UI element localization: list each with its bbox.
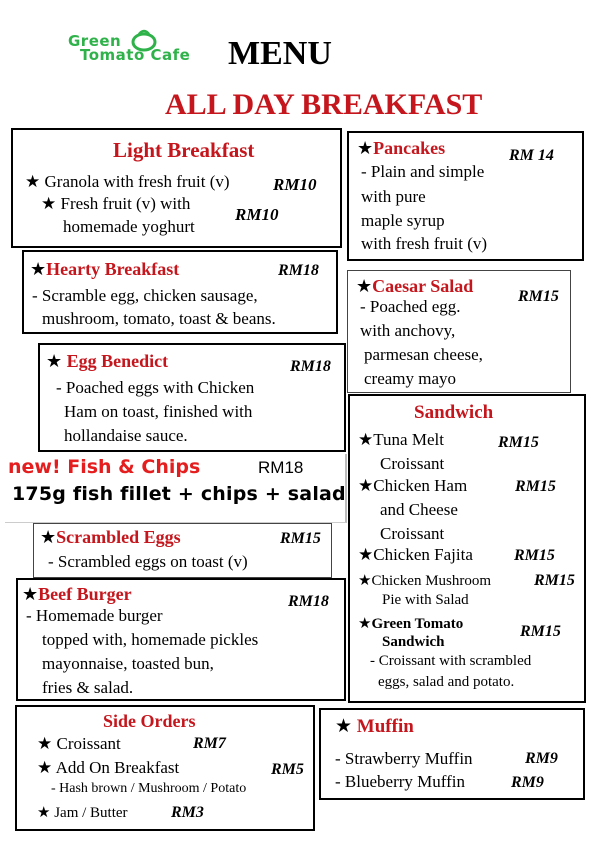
list-item xyxy=(358,545,473,565)
star-icon: ★ xyxy=(358,430,374,450)
fish-chips-title: new! Fish & Chips xyxy=(8,456,201,478)
light-item-1: Granola with fresh fruit (v) xyxy=(44,172,230,191)
scrambled-price: RM15 xyxy=(280,530,321,547)
caesar-title: Caesar Salad xyxy=(372,276,474,296)
list-item xyxy=(37,734,121,754)
egg-benedict-heading xyxy=(46,351,168,372)
list-item xyxy=(41,194,190,214)
ham-price: RM15 xyxy=(515,478,556,495)
pancakes-line-2: with pure xyxy=(361,187,426,206)
green-tomato-line-a: Green Tomato xyxy=(371,616,464,632)
light-price-2: RM10 xyxy=(235,205,279,224)
tuna-price: RM15 xyxy=(498,434,539,451)
page-title: MENU xyxy=(228,35,332,72)
addon-desc: - Hash brown / Mushroom / Potato xyxy=(51,781,247,796)
hearty-heading xyxy=(30,259,179,280)
muffin-box xyxy=(319,708,585,800)
pancakes-box xyxy=(347,131,584,261)
scrambled-eggs-box xyxy=(33,523,332,578)
pancakes-line-1: - Plain and simple xyxy=(361,162,485,181)
egg-benedict-line-2: Ham on toast, finished with xyxy=(64,402,253,421)
star-icon: ★ xyxy=(46,351,63,372)
light-breakfast-title: Light Breakfast xyxy=(113,138,255,162)
mushroom-line-b: Pie with Salad xyxy=(382,592,469,608)
croissant-price: RM7 xyxy=(193,735,226,752)
star-icon: ★ xyxy=(358,545,374,565)
egg-benedict-box xyxy=(38,343,346,452)
tuna-line-a: Tuna Melt xyxy=(373,430,444,449)
list-item xyxy=(358,430,444,450)
light-price-1: RM10 xyxy=(273,175,317,194)
muffin-item-2: - Blueberry Muffin xyxy=(335,772,465,791)
green-tomato-price: RM15 xyxy=(520,623,561,640)
list-item xyxy=(358,476,467,496)
star-icon: ★ xyxy=(41,194,57,214)
side-orders-title: Side Orders xyxy=(103,711,196,731)
burger-title: Beef Burger xyxy=(38,584,132,604)
burger-heading xyxy=(22,584,132,605)
side-orders-box xyxy=(15,705,315,831)
mushroom-price: RM15 xyxy=(534,572,575,589)
star-icon: ★ xyxy=(37,734,53,754)
star-icon: ★ xyxy=(358,476,374,496)
caesar-line-1: - Poached egg. xyxy=(360,297,461,316)
caesar-line-2: with anchovy, xyxy=(360,321,456,340)
jam-label: Jam / Butter xyxy=(54,805,128,821)
fajita-price: RM15 xyxy=(514,547,555,564)
caesar-price: RM15 xyxy=(518,288,559,305)
muffin-item-1: - Strawberry Muffin xyxy=(335,749,473,768)
muffin-heading xyxy=(335,715,414,738)
pancakes-line-3: maple syrup xyxy=(361,211,445,230)
green-tomato-desc-b: eggs, salad and potato. xyxy=(378,674,515,690)
ham-line-c: Croissant xyxy=(380,524,445,543)
ham-line-b: and Cheese xyxy=(380,500,458,519)
light-item-2b: homemade yoghurt xyxy=(63,217,195,236)
muffin-title: Muffin xyxy=(356,716,414,737)
logo-line1: Green xyxy=(68,32,122,50)
beef-burger-box xyxy=(16,578,346,701)
hearty-line-1: - Scramble egg, chicken sausage, xyxy=(32,286,258,305)
star-icon: ★ xyxy=(37,803,51,821)
list-item xyxy=(37,758,179,778)
mushroom-line-a: Chicken Mushroom xyxy=(371,573,492,589)
jam-price: RM3 xyxy=(171,804,204,821)
egg-benedict-price: RM18 xyxy=(290,358,331,375)
burger-line-4: fries & salad. xyxy=(42,678,134,697)
sandwich-box xyxy=(348,394,586,703)
star-icon: ★ xyxy=(335,715,353,737)
page-subtitle: ALL DAY BREAKFAST xyxy=(165,88,483,121)
star-icon: ★ xyxy=(30,259,47,280)
addon-label: Add On Breakfast xyxy=(55,758,180,777)
croissant-label: Croissant xyxy=(56,734,121,753)
tuna-line-b: Croissant xyxy=(380,454,445,473)
pancakes-title: Pancakes xyxy=(373,138,446,158)
caesar-line-4: creamy mayo xyxy=(364,369,457,388)
scrambled-title: Scrambled Eggs xyxy=(56,527,181,547)
pancakes-price: RM 14 xyxy=(509,147,554,164)
fajita-line: Chicken Fajita xyxy=(373,545,473,564)
list-item xyxy=(358,571,491,590)
star-icon: ★ xyxy=(358,614,372,632)
logo-line2: Tomato Cafe xyxy=(80,46,191,64)
egg-benedict-title: Egg Benedict xyxy=(66,351,169,371)
burger-price: RM18 xyxy=(288,593,329,610)
list-item xyxy=(37,803,128,822)
hearty-title: Hearty Breakfast xyxy=(46,259,180,279)
tomato-icon xyxy=(130,28,158,52)
hearty-line-2: mushroom, tomato, toast & beans. xyxy=(42,309,276,328)
pancakes-heading xyxy=(357,138,445,159)
light-breakfast-box xyxy=(11,128,342,248)
star-icon: ★ xyxy=(358,571,372,589)
green-tomato-desc-a: - Croissant with scrambled xyxy=(370,653,532,669)
burger-line-2: topped with, homemade pickles xyxy=(42,630,259,649)
caesar-line-3: parmesan cheese, xyxy=(364,345,483,364)
star-icon: ★ xyxy=(356,276,373,297)
scrambled-desc: - Scrambled eggs on toast (v) xyxy=(48,552,248,571)
caesar-heading xyxy=(356,276,473,297)
fish-chips-box xyxy=(5,454,347,523)
caesar-salad-box xyxy=(347,270,571,393)
list-item xyxy=(358,614,463,633)
pancakes-line-4: with fresh fruit (v) xyxy=(361,234,488,253)
scrambled-heading xyxy=(40,527,181,548)
green-tomato-line-b: Sandwich xyxy=(382,634,445,650)
list-item xyxy=(25,172,230,192)
ham-line-a: Chicken Ham xyxy=(373,476,468,495)
fish-chips-desc: 175g fish fillet + chips + salad xyxy=(12,483,346,505)
muffin-price-1: RM9 xyxy=(525,750,558,767)
addon-price: RM5 xyxy=(271,761,304,778)
star-icon: ★ xyxy=(40,527,57,548)
hearty-price: RM18 xyxy=(278,262,319,279)
burger-line-3: mayonnaise, toasted bun, xyxy=(42,654,214,673)
burger-line-1: - Homemade burger xyxy=(26,606,163,625)
star-icon: ★ xyxy=(37,758,53,778)
muffin-price-2: RM9 xyxy=(511,774,544,791)
egg-benedict-line-1: - Poached eggs with Chicken xyxy=(56,378,255,397)
hearty-breakfast-box xyxy=(22,250,338,334)
light-item-2a: Fresh fruit (v) with xyxy=(60,194,191,213)
star-icon: ★ xyxy=(22,584,39,605)
star-icon: ★ xyxy=(25,172,41,192)
sandwich-title: Sandwich xyxy=(414,402,494,423)
fish-chips-price: RM18 xyxy=(258,458,304,477)
egg-benedict-line-3: hollandaise sauce. xyxy=(64,426,188,445)
star-icon: ★ xyxy=(357,138,374,159)
